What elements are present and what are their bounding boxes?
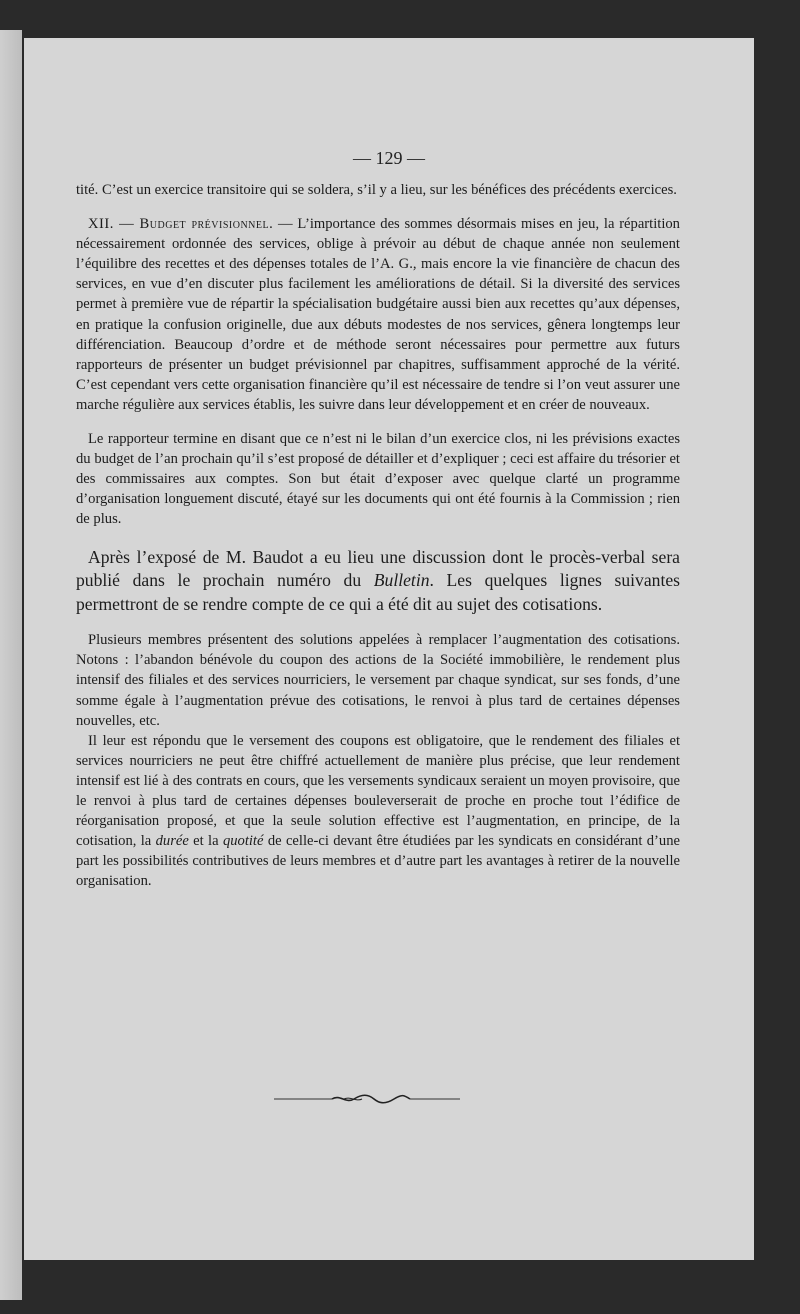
lead-text-start: Après l’exposé de M. Baudot a eu lieu une discussion dont le procès-verbal sera publié dans le prochain numéro du xyxy=(76,546,680,591)
page-body xyxy=(76,180,680,892)
budget-section-paragraph xyxy=(76,214,680,415)
response-text-2: et la xyxy=(188,833,223,850)
page-number: — 129 — xyxy=(353,148,425,168)
response-text-1: Il leur est répondu que le versement des coupons est obligatoire, que le rendement des filiales et services nourriciers ne peut être chiffré actuellement de manière plus précise, que leur rendement intensif est lié à des contrats en cours, que les versements syndicaux seraient un moyen provisoire, que le renvoi à plus tard de certaines dépenses bouleverserait de proche en proche tout l’édifice de réorganisation proposé, et que la seule solution effective est l’augmentation, en principe, de la cotisation, la xyxy=(76,732,680,850)
lead-text-end: . Les quelques lignes suivantes permettront de se rendre compte de ce qui a été dit au sujet des cotisations. xyxy=(76,570,680,614)
section-body: — L’importance des sommes désormais mises en jeu, la répartition nécessairement ordonnée des services, oblige à prévoir au début de chaque année non seulement l’équilibre des recettes et des dépenses totales de l’A. G., mais encore la vie financière de chacun des services, en vue d’en discuter plus facilement les améliorations de détail. Si la diversité des services permet à première vue de répartir la spécialisation budgétaire aussi bien aux recettes qu’aux dépenses, en pratique la confusion originelle, due aux débuts modestes de nos services, gênera longtemps leur différenciation. Beaucoup d’ordre et de méthode seront nécessaires pour permettre aux futurs rapporteurs de présenter un budget prévisionnel par chapitres, suffisamment approché de la vérité. C’est cependant vers cette organisation financière qu’il est nécessaire de tendre si l’on veut assurer une marche régulière aux services établis, les suivre dans leur développement et en créer de nouveaux. xyxy=(76,216,680,413)
continued-paragraph: tité. C’est un exercice transitoire qui se soldera, s’il y a lieu, sur les bénéfices des précédents exercices. xyxy=(76,182,677,198)
discussion-lead-paragraph xyxy=(76,546,680,617)
response-text-3: de celle-ci devant être étudiées par les syndicats en considérant d’une part les possibilités contributives de leurs membres et d’autre part les avantages à retirer de la nouvelle organisation. xyxy=(76,833,680,890)
response-italic-quotite: quotité xyxy=(222,833,264,850)
rapporteur-paragraph: Le rapporteur termine en disant que ce n’est ni le bilan d’un exercice clos, ni les prévisions exactes du budget de l’an prochain qu’il s’est proposé de détailler et d’expliquer ; ceci est affaire du trésorier et des commissaires aux comptes. Son but était d’exposer avec quelque clarté un programme d’organisation longuement discuté, étayé sur les documents qui ont été fournis à la Commission ; rien de plus. xyxy=(76,431,680,528)
document-page xyxy=(24,38,754,1260)
response-paragraph xyxy=(76,731,680,892)
section-heading: XII. — Budget prévisionnel. xyxy=(88,216,274,233)
members-proposals-paragraph: Plusieurs membres présentent des solutions appelées à remplacer l’augmentation des cotisations. Notons : l’abandon bénévole du coupon des actions de la Société immobilière, le rendement plus intensif des filiales et des services nourriciers, le versement par chaque syndicat, sur ses fonds, d’une somme égale à l’augmentation prévue des cotisations, le renvoi à plus tard de certaines dépenses nouvelles, etc. xyxy=(76,632,680,729)
bulletin-title: Bulletin xyxy=(373,570,430,591)
response-italic-duree: durée xyxy=(155,833,189,850)
decorative-flourish-icon xyxy=(274,1092,460,1106)
adjacent-page-edge xyxy=(0,30,22,1300)
